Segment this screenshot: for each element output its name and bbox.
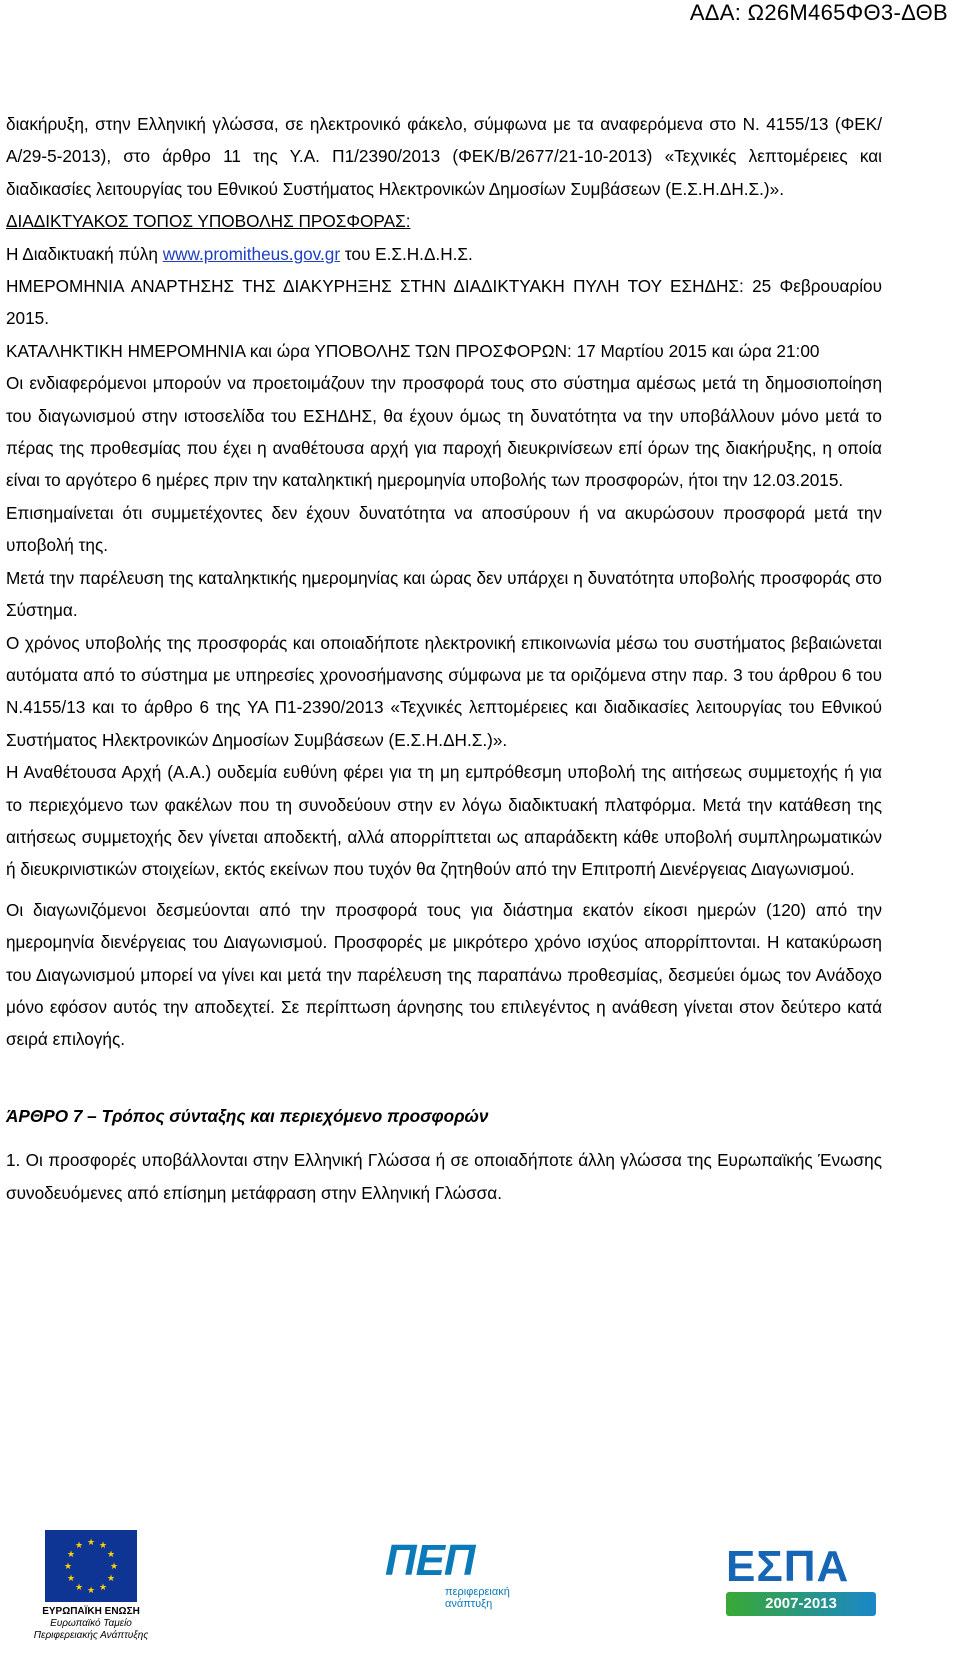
svg-text:★: ★ (109, 1562, 119, 1572)
eu-line-3: Περιφερειακής Ανάπτυξης (33, 1630, 149, 1641)
portal-line (6, 238, 882, 270)
svg-text:★: ★ (106, 1550, 116, 1560)
portal-suffix: του Ε.Σ.Η.Δ.Η.Σ. (340, 243, 473, 264)
paragraph-deadline: ΚΑΤΑΛΗΚΤΙΚΗ ΗΜΕΡΟΜΗΝΙΑ και ώρα ΥΠΟΒΟΛΗΣ ΤΩΝ ΠΡΟΣΦΟΡΩΝ: 17 Μαρτίου 2015 και ώρα 21:00 (6, 340, 820, 361)
eu-line-1: ΕΥΡΩΠΑΪΚΗ ΕΝΩΣΗ (42, 1606, 140, 1617)
eu-logo (26, 1530, 156, 1642)
article-7-heading: ΆΡΘΡΟ 7 – Τρόπος σύνταξης και περιεχόμενο προσφορών (6, 1105, 489, 1126)
svg-text:★: ★ (98, 1541, 108, 1551)
espa-mark: ΕΣΠΑ (726, 1542, 850, 1591)
paragraph-timestamp: Ο χρόνος υποβολής της προσφοράς και οποιαδήποτε ηλεκτρονική επικοινωνία μέσω του συστήματος βεβαιώνεται αυτόματα από το σύστημα με υπηρεσίες χρονοσήμανσης σύμφωνα με τα οριζόμενα στην παρ. 3 του άρθρου 6 του Ν.4155/13 και το άρθρο 6 της ΥΑ Π1-2390/2013 «Τεχνικές λεπτομέρειες και διαδικασίες λειτουργίας του Εθνικού Συστήματος Ηλεκτρονικών Δημοσίων Συμβάσεων (Ε.Σ.Η.ΔΗ.Σ.)». (6, 632, 882, 750)
espa-logo (726, 1542, 876, 1616)
pep-logo (385, 1536, 525, 1610)
paragraph-binding: Οι διαγωνιζόμενοι δεσμεύονται από την προσφορά τους για διάστημα εκατόν είκοσι ημερών (120) από την ημερομηνία διενέργειας του Διαγωνισμού. Προσφορές με μικρότερο χρόνο ισχύος απορρίπτονται. Η κατακύρωση του Διαγωνισμού μπορεί να γίνει και μετά την παρέλευση της παραπάνω προθεσμίας, δεσμεύει όμως τον Ανάδοχο μόνο εφόσον αυτός την αποδεχτεί. Σε περίπτωση άρνησης του επιλεγέντος η ανάθεση γίνεται στον δεύτερο κατά σειρά επιλογής. (6, 899, 882, 1050)
svg-text:★: ★ (74, 1541, 84, 1551)
espa-years: 2007-2013 (726, 1592, 876, 1616)
svg-text:★: ★ (86, 1586, 96, 1596)
paragraph-after-deadline: Μετά την παρέλευση της καταληκτικής ημερομηνίας και ώρας δεν υπάρχει η δυνατότητα υποβολής προσφοράς στο Σύστημα. (6, 567, 882, 621)
promitheus-link[interactable]: www.promitheus.gov.gr (162, 243, 341, 264)
portal-prefix: Η Διαδικτυακή πύλη (6, 243, 163, 264)
eu-flag-icon (45, 1530, 137, 1602)
paragraph-language: 1. Οι προσφορές υποβάλλονται στην Ελληνική Γλώσσα ή σε οποιαδήποτε άλλη γλώσσα της Ευρωπαϊκής Ένωσης συνοδευόμενες από επίσημη μετάφραση στην Ελληνική Γλώσσα. (6, 1150, 882, 1203)
svg-text:★: ★ (66, 1574, 76, 1584)
eu-stars-icon (45, 1530, 137, 1602)
paragraph-prepare: Οι ενδιαφερόμενοι μπορούν να προετοιμάζουν την προσφορά τους στο σύστημα αμέσως μετά τη δημοσιοποίηση του διαγωνισμού στην ιστοσελίδα του ΕΣΗΔΗΣ, θα έχουν όμως τη δυνατότητα να την υποβάλλουν μόνο μετά το πέρας της προθεσμίας που έχει η αναθέτουσα αρχή για παροχή διευκρινίσεων επί όρων της διακήρυξης, η οποία είναι το αργότερο 6 ημέρες πριν την καταληκτική ημερομηνία υποβολής των προσφορών, ήτοι την 12.03.2015. (6, 373, 882, 491)
pep-subtitle: περιφερειακή ανάπτυξη (445, 1586, 510, 1610)
svg-text:★: ★ (74, 1583, 84, 1593)
submission-site-heading: ΔΙΑΔΙΚΤΥΑΚΟΣ ΤΟΠΟΣ ΥΠΟΒΟΛΗΣ ΠΡΟΣΦΟΡΑΣ: (6, 211, 411, 232)
eu-line-2: Ευρωπαϊκό Ταμείο (50, 1618, 132, 1629)
pep-mark: ΠΕΠ (385, 1536, 475, 1585)
document-body (6, 108, 882, 1209)
svg-text:★: ★ (106, 1574, 116, 1584)
eu-caption (26, 1606, 156, 1642)
footer-logos (0, 1530, 960, 1670)
svg-text:★: ★ (98, 1583, 108, 1593)
paragraph-submission-law: διακήρυξη, στην Ελληνική γλώσσα, σε ηλεκτρονικό φάκελο, σύμφωνα με τα αναφερόμενα στο Ν. 4155/13 (ΦΕΚ/Α/29-5-2013), στο άρθρο 11 της Υ.Α. Π1/2390/2013 (ΦΕΚ/Β/2677/21-10-2013) «Τεχνικές λεπτομέρειες και διαδικασίες λειτουργίας του Εθνικού Συστήματος Ηλεκτρονικών Δημοσίων Συμβάσεων (Ε.Σ.Η.ΔΗ.Σ.)». (6, 114, 882, 199)
paragraph-authority: Η Αναθέτουσα Αρχή (Α.Α.) ουδεμία ευθύνη φέρει για τη μη εμπρόθεσμη υποβολή της αιτήσεως συμμετοχής ή για το περιεχόμενο των φακέλων που τη συνοδεύουν στην εν λόγω διαδικτυακή πλατφόρμα. Μετά την κατάθεση της αιτήσεως συμμετοχής δεν γίνεται αποδεκτή, αλλά απορρίπτεται ως απαράδεκτη κάθε υποβολή συμπληρωματικών ή διευκρινιστικών στοιχείων, εκτός εκείνων που τυχόν θα ζητηθούν από την Επιτροπή Διενέργειας Διαγωνισμού. (6, 762, 882, 880)
paragraph-withdraw: Επισημαίνεται ότι συμμετέχοντες δεν έχουν δυνατότητα να αποσύρουν ή να ακυρώσουν προσφορά μετά την υποβολή της. (6, 502, 882, 556)
svg-text:★: ★ (86, 1538, 96, 1548)
ada-code: ΑΔΑ: Ω26Μ465ΦΘ3-ΔΘΒ (689, 0, 948, 25)
section-label-submission-site (6, 205, 882, 237)
paragraph-publish-date: ΗΜΕΡΟΜΗΝΙΑ ΑΝΑΡΤΗΣΗΣ ΤΗΣ ΔΙΑΚΥΡΗΞΗΣ ΣΤΗΝ ΔΙΑΔΙΚΤΥΑΚΗ ΠΥΛΗ ΤΟΥ ΕΣΗΔΗΣ: 25 Φεβρουαρίου 2015. (6, 276, 882, 329)
svg-text:★: ★ (66, 1550, 76, 1560)
svg-text:★: ★ (63, 1562, 73, 1572)
